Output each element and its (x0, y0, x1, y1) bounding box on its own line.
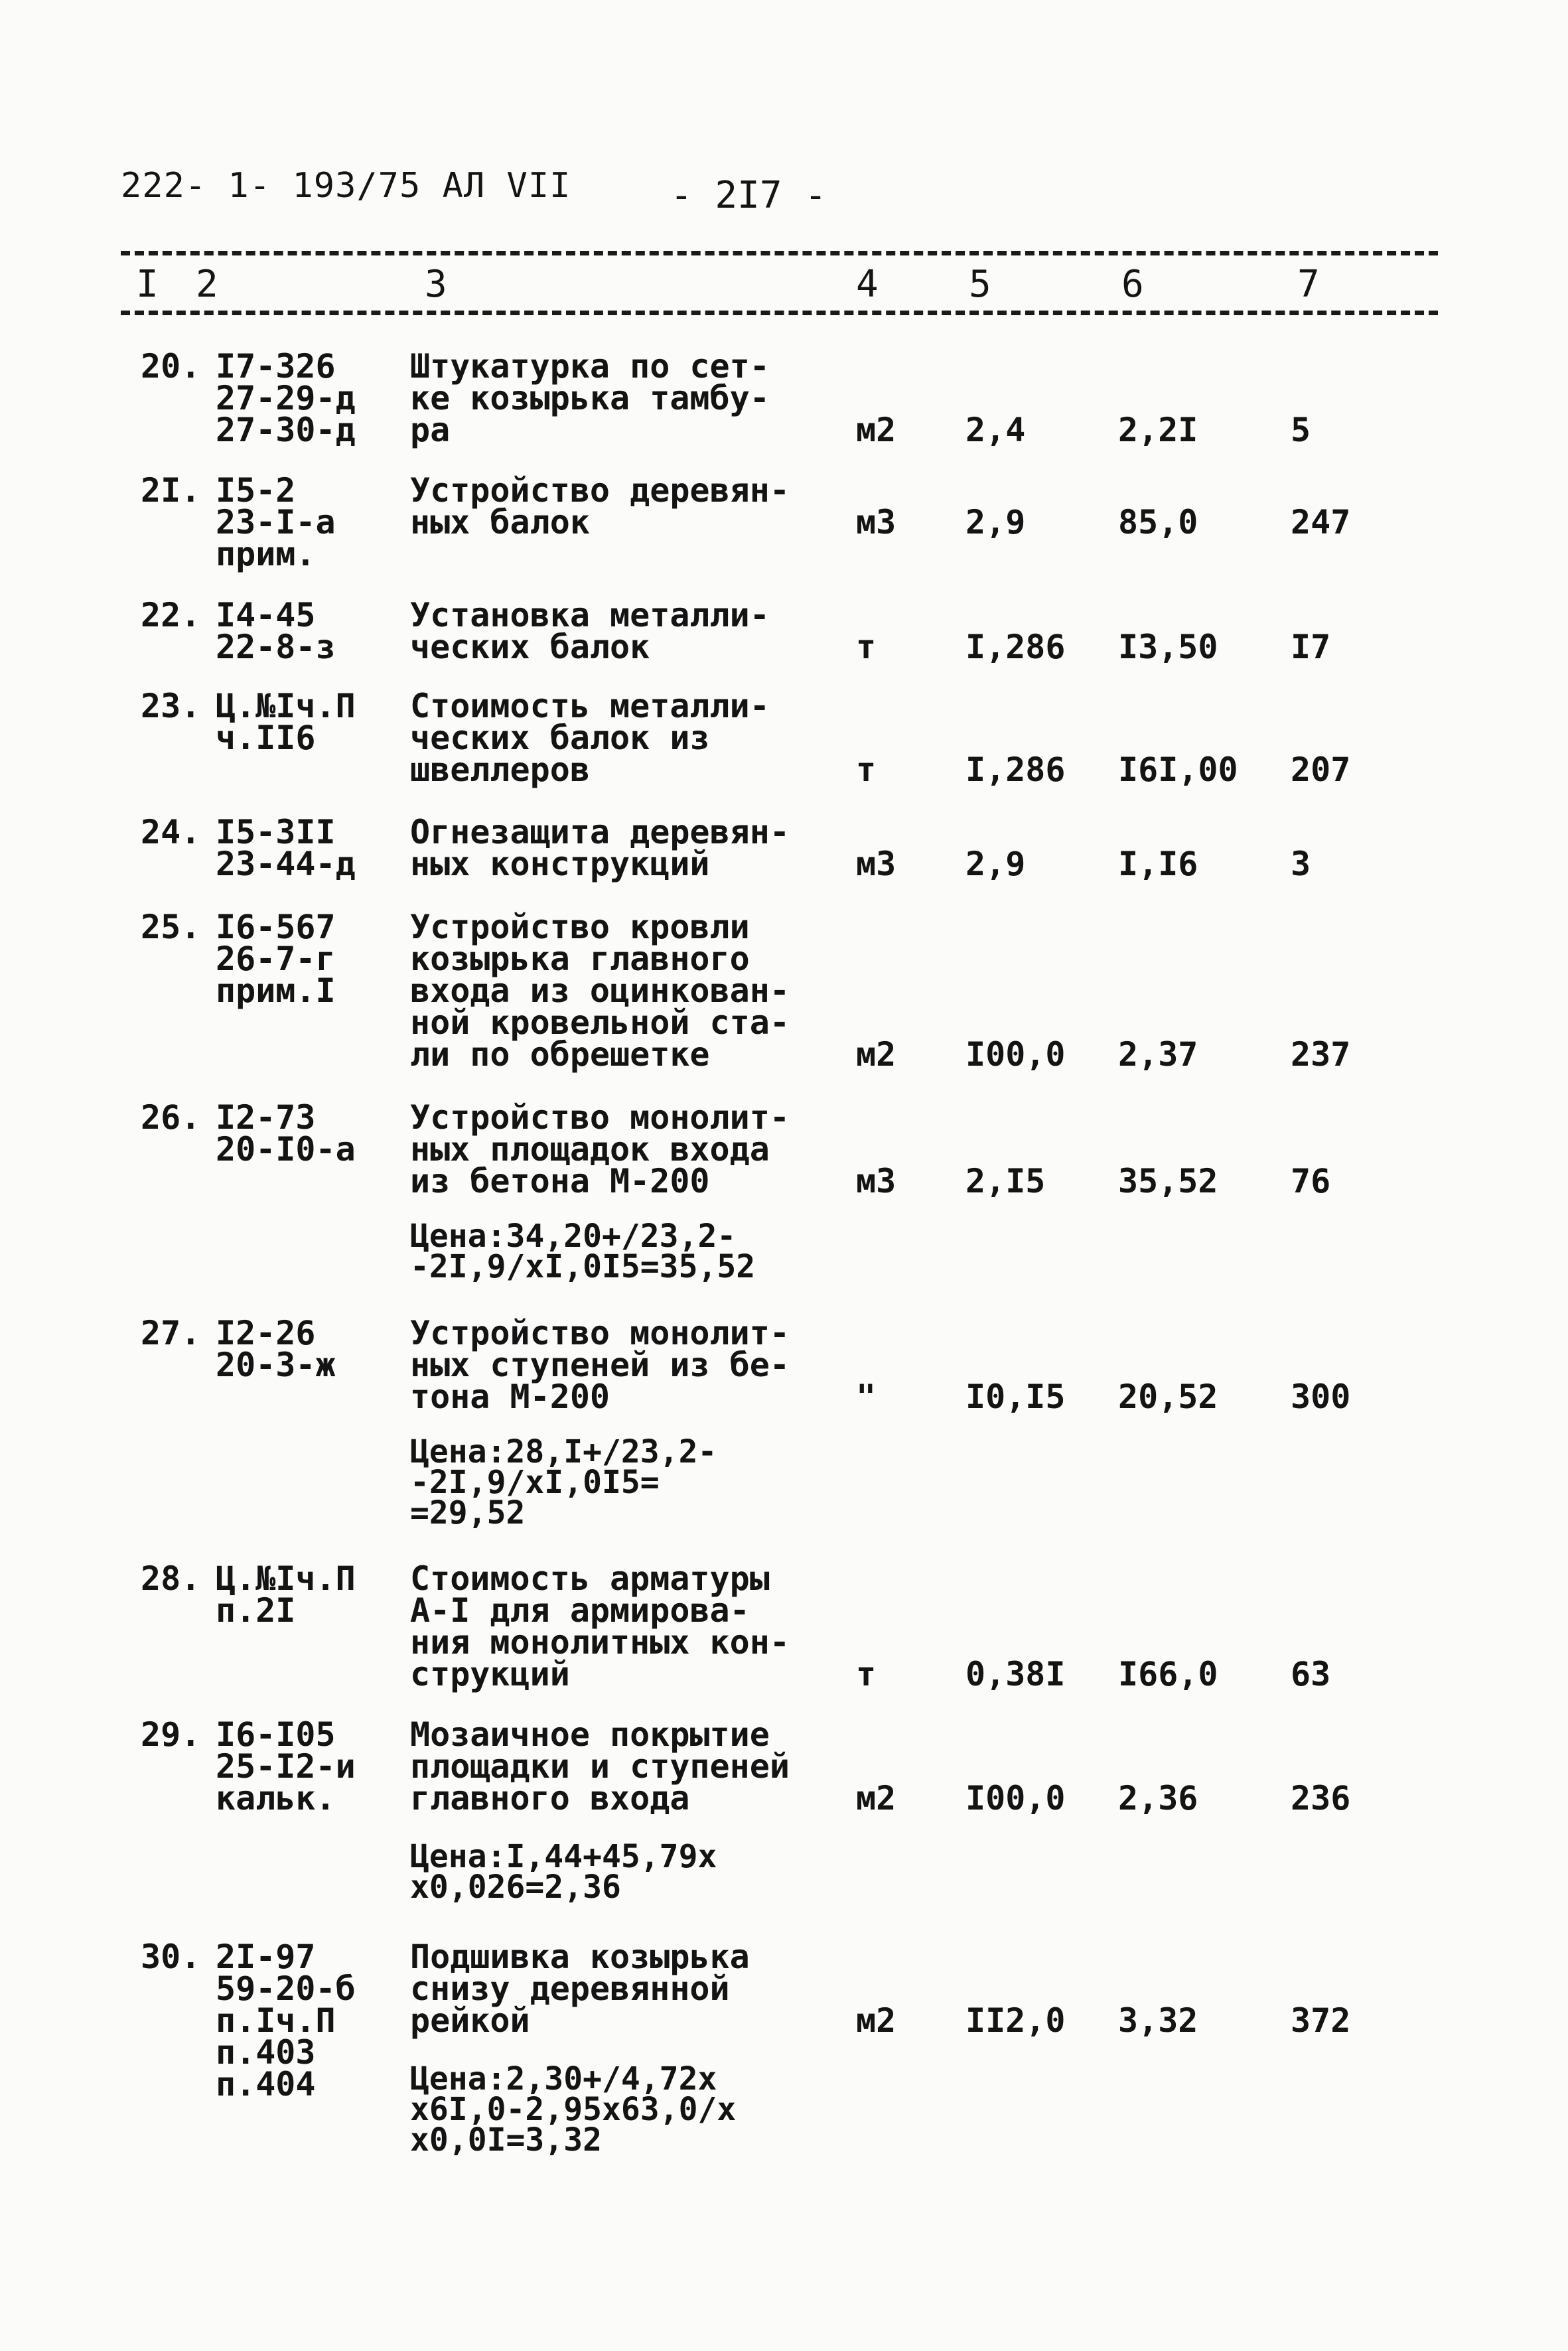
row-quantity: 2,9 (965, 845, 1026, 883)
row-quantity: 2,9 (965, 503, 1026, 541)
row-unit: " (856, 1378, 877, 1416)
row-total: 237 (1291, 1035, 1351, 1074)
row-codes: I5-2 23-I-а прим. (216, 471, 336, 573)
row-number: 26. (141, 1098, 201, 1137)
row-codes: 2I-97 59-20-б п.Iч.П п.403 п.404 (216, 1938, 356, 2103)
row-unit: т (856, 1655, 877, 1693)
row-unit: м2 (856, 411, 896, 449)
row-quantity: I00,0 (965, 1779, 1066, 1817)
row-total: 236 (1291, 1779, 1351, 1817)
col-header-5: 5 (969, 263, 991, 306)
row-total: 207 (1291, 750, 1351, 789)
row-total: 372 (1291, 2001, 1351, 2040)
row-quantity: I0,I5 (965, 1378, 1066, 1416)
row-unit-price: I6I,00 (1118, 750, 1238, 789)
col-header-7: 7 (1297, 263, 1320, 306)
row-work-name: Устройство монолит- ных ступеней из бе- тона М-200 (410, 1314, 790, 1416)
col-header-4: 4 (856, 263, 879, 306)
row-codes: I2-73 20-I0-а (216, 1098, 356, 1169)
row-work-name: Устройство деревян- ных балок (410, 471, 790, 541)
row-work-name: Стоимость металли- ческих балок из швеллеров (410, 687, 770, 789)
row-number: 30. (141, 1938, 201, 1976)
row-total: I7 (1291, 628, 1331, 666)
row-codes: I4-45 22-8-з (216, 596, 336, 666)
row-codes: Ц.№Iч.П п.2I (216, 1559, 356, 1630)
row-total: 63 (1291, 1655, 1331, 1693)
col-header-6: 6 (1121, 263, 1144, 306)
row-price-note: Цена:28,I+/23,2- -2I,9/xI,0I5= =29,52 (410, 1433, 717, 1532)
row-price-note: Цена:I,44+45,79x x0,026=2,36 (410, 1838, 717, 1906)
row-unit-price: 35,52 (1118, 1162, 1218, 1200)
col-header-2: 2 (196, 263, 218, 306)
row-quantity: 2,I5 (965, 1162, 1046, 1200)
row-work-name: Огнезащита деревян- ных конструкций (410, 813, 790, 883)
row-number: 28. (141, 1559, 201, 1598)
table-rule-top (121, 251, 1438, 255)
row-unit-price: I,I6 (1118, 845, 1198, 883)
row-unit-price: I66,0 (1118, 1655, 1218, 1693)
row-unit: м2 (856, 2001, 896, 2040)
col-header-1: I (136, 263, 159, 306)
row-total: 3 (1291, 845, 1311, 883)
row-codes: I7-326 27-29-д 27-30-д (216, 347, 356, 449)
row-unit: м3 (856, 845, 896, 883)
row-total: 300 (1291, 1378, 1351, 1416)
row-unit-price: 2,36 (1118, 1779, 1198, 1817)
row-work-name: Подшивка козырька снизу деревянной рейкой (410, 1938, 750, 2040)
row-price-note: Цена:2,30+/4,72x x6I,0-2,95x63,0/x x0,0I=3,32 (410, 2060, 737, 2159)
row-unit: м3 (856, 1162, 896, 1200)
row-unit-price: I3,50 (1118, 628, 1218, 666)
row-unit-price: 2,2I (1118, 411, 1198, 449)
page-number: - 2I7 - (670, 174, 827, 217)
row-codes: I2-26 20-3-ж (216, 1314, 336, 1384)
row-number: 2I. (141, 471, 201, 510)
row-number: 25. (141, 908, 201, 946)
table-rule-header (121, 311, 1438, 315)
row-work-name: Установка металли- ческих балок (410, 596, 770, 666)
row-quantity: I,286 (965, 750, 1066, 789)
row-unit: м2 (856, 1779, 896, 1817)
row-unit-price: 85,0 (1118, 503, 1198, 541)
row-work-name: Устройство кровли козырька главного входа из оцинкован- ной кровельной ста- ли по обрешетке (410, 908, 790, 1074)
document-code: 222- 1- 193/75 АЛ VII (121, 166, 571, 206)
row-total: 5 (1291, 411, 1311, 449)
row-quantity: I00,0 (965, 1035, 1066, 1074)
row-codes: I6-567 26-7-г прим.I (216, 908, 336, 1010)
row-number: 24. (141, 813, 201, 851)
row-unit-price: 2,37 (1118, 1035, 1198, 1074)
row-work-name: Устройство монолит- ных площадок входа из бетона М-200 (410, 1098, 790, 1200)
row-quantity: I,286 (965, 628, 1066, 666)
row-unit-price: 20,52 (1118, 1378, 1218, 1416)
row-unit: м2 (856, 1035, 896, 1074)
row-unit: т (856, 628, 877, 666)
row-total: 247 (1291, 503, 1351, 541)
row-unit: т (856, 750, 877, 789)
row-work-name: Штукатурка по сет- ке козырька тамбу- ра (410, 347, 770, 449)
row-unit: м3 (856, 503, 896, 541)
row-quantity: 2,4 (965, 411, 1026, 449)
row-number: 20. (141, 347, 201, 386)
row-price-note: Цена:34,20+/23,2- -2I,9/xI,0I5=35,52 (410, 1218, 756, 1285)
row-number: 27. (141, 1314, 201, 1352)
row-quantity: II2,0 (965, 2001, 1066, 2040)
row-unit-price: 3,32 (1118, 2001, 1198, 2040)
row-total: 76 (1291, 1162, 1331, 1200)
col-header-3: 3 (425, 263, 447, 306)
row-work-name: Мозаичное покрытие площадки и ступеней главного входа (410, 1715, 790, 1817)
row-codes: I6-I05 25-I2-и кальк. (216, 1715, 356, 1817)
row-quantity: 0,38I (965, 1655, 1066, 1693)
row-codes: I5-3II 23-44-д (216, 813, 356, 883)
row-work-name: Стоимость арматуры А-I для армирова- ния монолитных кон- струкций (410, 1559, 790, 1693)
row-codes: Ц.№Iч.П ч.II6 (216, 687, 356, 757)
row-number: 22. (141, 596, 201, 634)
row-number: 29. (141, 1715, 201, 1754)
row-number: 23. (141, 687, 201, 725)
